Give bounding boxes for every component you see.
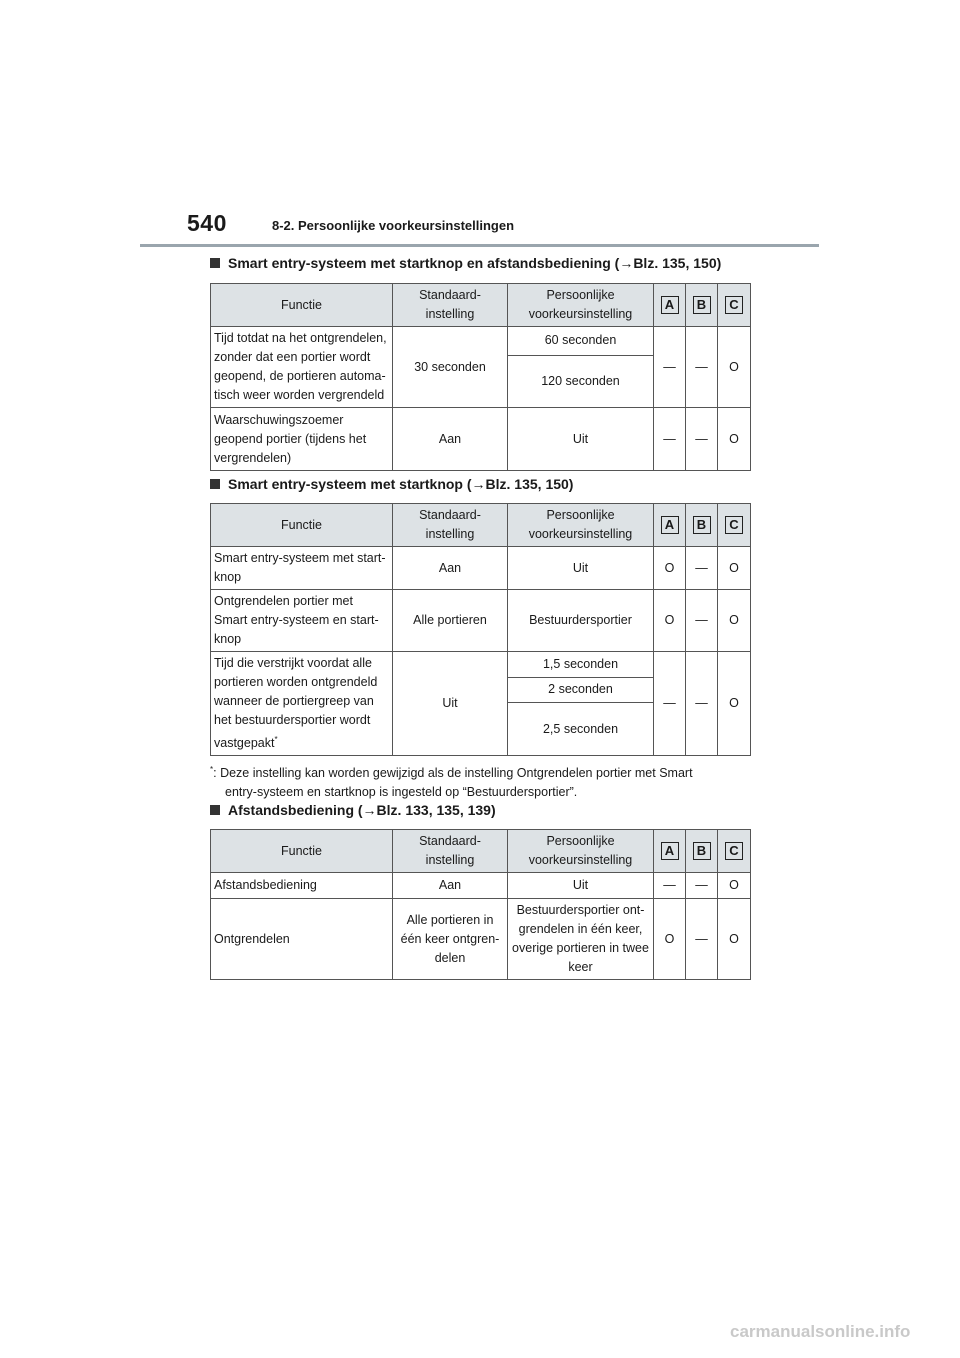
cell-standaard: Aan [393, 408, 508, 471]
col-header-persoonlijke: Persoonlijke voorkeursinstelling [508, 830, 654, 873]
cell-option: Uit [508, 547, 654, 590]
cell-option: 1,5 seconden [508, 652, 654, 678]
cell-a: — [654, 873, 686, 899]
footnote [210, 760, 750, 802]
b-icon: B [693, 842, 711, 860]
cell-a: — [654, 327, 686, 408]
cell-standaard: 30 seconden [393, 327, 508, 408]
cell-option: 60 seconden [508, 327, 654, 356]
cell-functie: Ontgrendelen portier met Smart entry-systeem en start-knop [211, 590, 393, 652]
cell-functie: Ontgrendelen [211, 899, 393, 980]
cell-standaard: Alle portieren [393, 590, 508, 652]
col-header-b [686, 284, 718, 327]
col-header-standaard: Standaard- instelling [393, 284, 508, 327]
table-row [211, 652, 751, 678]
table-row [211, 873, 751, 899]
table-row [211, 408, 751, 471]
col-header-persoonlijke: Persoonlijke voorkeursinstelling [508, 504, 654, 547]
cell-functie: Tijd die verstrijkt voordat alle portieren worden ontgrendeld wanneer de portiergreep van het bestuurdersportier wordt vastgepakt* [211, 652, 393, 756]
bullet-square-icon [210, 258, 220, 268]
cell-c: O [718, 547, 751, 590]
c-icon: C [725, 516, 743, 534]
cell-c: O [718, 652, 751, 756]
cell-option: 2 seconden [508, 677, 654, 703]
col-header-standaard: Standaard- instelling [393, 504, 508, 547]
cell-c: O [718, 899, 751, 980]
footnote-line-1: *: Deze instelling kan worden gewijzigd als de instelling Ontgrendelen portier met Smart [210, 765, 693, 781]
cell-c: O [718, 590, 751, 652]
col-header-b [686, 830, 718, 873]
cell-c: O [718, 408, 751, 471]
col-header-c [718, 284, 751, 327]
table-header-row [211, 504, 751, 547]
cell-standaard: Aan [393, 873, 508, 899]
cell-standaard: Alle portieren in één keer ontgren-delen [393, 899, 508, 980]
b-icon: B [693, 296, 711, 314]
cell-option: Uit [508, 873, 654, 899]
table-header-row [211, 284, 751, 327]
c-icon: C [725, 296, 743, 314]
footnote-marker: * [274, 735, 278, 744]
col-header-standaard: Standaard- instelling [393, 830, 508, 873]
cell-a: — [654, 652, 686, 756]
cell-b: — [686, 873, 718, 899]
table-smart-entry-and-remote [210, 283, 751, 471]
cell-b: — [686, 408, 718, 471]
table-remote [210, 829, 751, 980]
heading-remote: Afstandsbediening (→Blz. 133, 135, 139) [210, 802, 496, 818]
table-row [211, 547, 751, 590]
cell-b: — [686, 590, 718, 652]
a-icon: A [661, 516, 679, 534]
col-header-a [654, 284, 686, 327]
col-header-functie: Functie [211, 284, 393, 327]
cell-a: O [654, 547, 686, 590]
cell-functie: Afstandsbediening [211, 873, 393, 899]
cell-c: O [718, 327, 751, 408]
a-icon: A [661, 296, 679, 314]
cell-standaard: Uit [393, 652, 508, 756]
section-title: 8-2. Persoonlijke voorkeursinstellingen [272, 218, 515, 233]
cell-c: O [718, 873, 751, 899]
cell-option: 2,5 seconden [508, 703, 654, 756]
cell-b: — [686, 547, 718, 590]
table-row [211, 590, 751, 652]
cell-a: O [654, 590, 686, 652]
cell-a: O [654, 899, 686, 980]
col-header-c [718, 504, 751, 547]
cell-option: Bestuurdersportier [508, 590, 654, 652]
table-row [211, 327, 751, 356]
cell-a: — [654, 408, 686, 471]
watermark: carmanualsonline.info [730, 1322, 911, 1341]
col-header-persoonlijke: Persoonlijke voorkeursinstelling [508, 284, 654, 327]
table-header-row [211, 830, 751, 873]
table-row [211, 899, 751, 980]
header-divider [140, 244, 819, 247]
bullet-square-icon [210, 805, 220, 815]
cell-functie: Waarschuwingszoemer geopend portier (tijdens het vergrendelen) [211, 408, 393, 471]
col-header-b [686, 504, 718, 547]
cell-b: — [686, 327, 718, 408]
cell-b: — [686, 899, 718, 980]
cell-option: 120 seconden [508, 355, 654, 407]
cell-functie: Smart entry-systeem met start-knop [211, 547, 393, 590]
b-icon: B [693, 516, 711, 534]
cell-b: — [686, 652, 718, 756]
col-header-functie: Functie [211, 504, 393, 547]
footnote-line-2: entry-systeem en startknop is ingesteld op “Bestuurdersportier”. [225, 785, 578, 800]
table-smart-entry [210, 503, 751, 756]
cell-option: Bestuurdersportier ont-grendelen in één keer, overige portieren in twee keer [508, 899, 654, 980]
col-header-functie: Functie [211, 830, 393, 873]
cell-standaard: Aan [393, 547, 508, 590]
cell-functie: Tijd totdat na het ontgrendelen, zonder dat een portier wordt geopend, de portieren automa-tisch weer worden vergrendeld [211, 327, 393, 408]
col-header-a [654, 830, 686, 873]
bullet-square-icon [210, 479, 220, 489]
heading-smart-entry: Smart entry-systeem met startknop (→Blz. 135, 150) [210, 476, 573, 492]
page-number: 540 [187, 210, 227, 236]
col-header-c [718, 830, 751, 873]
c-icon: C [725, 842, 743, 860]
heading-smart-entry-and-remote: Smart entry-systeem met startknop en afstandsbediening (→Blz. 135, 150) [210, 255, 721, 271]
a-icon: A [661, 842, 679, 860]
cell-option: Uit [508, 408, 654, 471]
col-header-a [654, 504, 686, 547]
